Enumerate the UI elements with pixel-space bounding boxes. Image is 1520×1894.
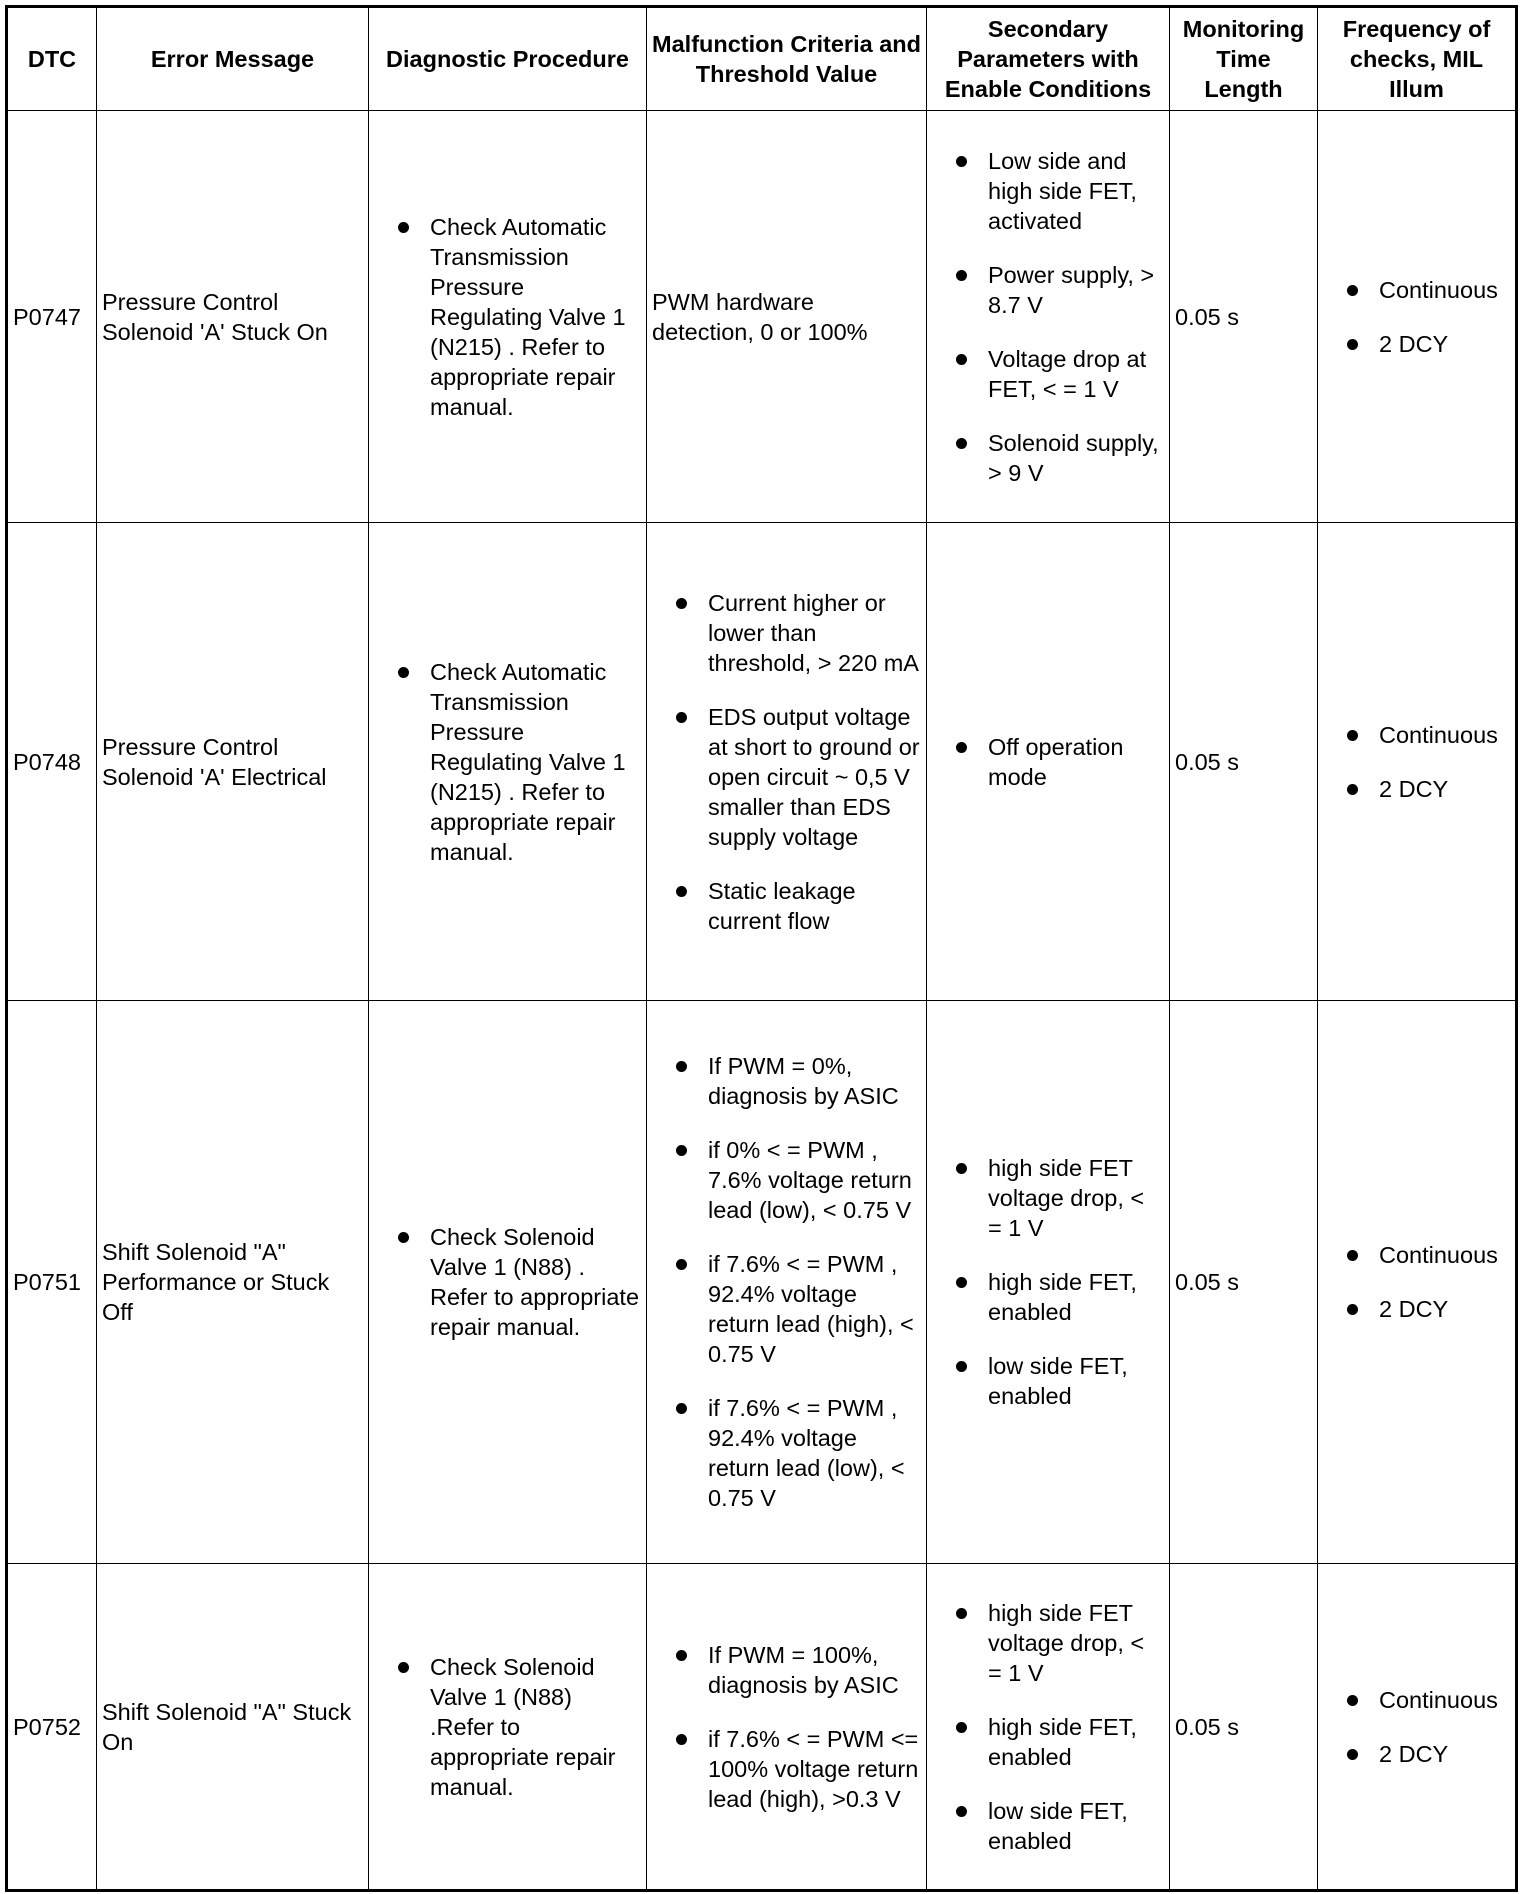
error-message: Pressure Control Solenoid 'A' Electrical [97, 523, 369, 1001]
table-row [7, 523, 1517, 1001]
list-item: Solenoid supply, > 9 V [932, 428, 1164, 488]
secondary-parameters [927, 111, 1170, 523]
list-item: 2 DCY [1323, 774, 1510, 804]
list-item: if 7.6% < = PWM <= 100% voltage return lead (high), >0.3 V [652, 1724, 921, 1814]
list-item: Voltage drop at FET, < = 1 V [932, 344, 1164, 404]
dtc-code: P0748 [7, 523, 97, 1001]
list-item: if 0% < = PWM , 7.6% voltage return lead (low), < 0.75 V [652, 1135, 921, 1225]
list-item: Continuous [1323, 1240, 1510, 1270]
list-item: Power supply, > 8.7 V [932, 260, 1164, 320]
error-message: Shift Solenoid "A" Stuck On [97, 1564, 369, 1891]
list-item: 2 DCY [1323, 1294, 1510, 1324]
frequency [1318, 1564, 1517, 1891]
list-item: Static leakage current flow [652, 876, 921, 936]
header-frequency: Frequency of checks, MIL Illum [1318, 7, 1517, 111]
list-item: high side FET voltage drop, < = 1 V [932, 1153, 1164, 1243]
dtc-code: P0751 [7, 1001, 97, 1564]
dtc-code: P0752 [7, 1564, 97, 1891]
secondary-parameters [927, 523, 1170, 1001]
header-row [7, 7, 1517, 111]
error-message: Shift Solenoid "A" Performance or Stuck Off [97, 1001, 369, 1564]
list-item: Continuous [1323, 720, 1510, 750]
malfunction-criteria [647, 523, 927, 1001]
monitoring-time: 0.05 s [1170, 111, 1318, 523]
frequency [1318, 523, 1517, 1001]
list-item: Check Automatic Transmission Pressure Regulating Valve 1 (N215) . Refer to appropriate repair manual. [374, 212, 641, 422]
list-item: if 7.6% < = PWM , 92.4% voltage return lead (low), < 0.75 V [652, 1393, 921, 1513]
list-item: if 7.6% < = PWM , 92.4% voltage return lead (high), < 0.75 V [652, 1249, 921, 1369]
frequency [1318, 1001, 1517, 1564]
header-monitoring-time: Monitoring Time Length [1170, 7, 1318, 111]
frequency [1318, 111, 1517, 523]
header-diagnostic-procedure: Diagnostic Procedure [369, 7, 647, 111]
header-secondary-parameters: Secondary Parameters with Enable Conditions [927, 7, 1170, 111]
list-item: Current higher or lower than threshold, > 220 mA [652, 588, 921, 678]
header-dtc: DTC [7, 7, 97, 111]
table-row [7, 1001, 1517, 1564]
table-row [7, 111, 1517, 523]
list-item: Check Solenoid Valve 1 (N88) . Refer to appropriate repair manual. [374, 1222, 641, 1342]
list-item: Check Solenoid Valve 1 (N88) .Refer to appropriate repair manual. [374, 1652, 641, 1802]
error-message: Pressure Control Solenoid 'A' Stuck On [97, 111, 369, 523]
list-item: high side FET, enabled [932, 1267, 1164, 1327]
secondary-parameters [927, 1001, 1170, 1564]
list-item: high side FET voltage drop, < = 1 V [932, 1598, 1164, 1688]
list-item: 2 DCY [1323, 1739, 1510, 1769]
list-item: Off operation mode [932, 732, 1164, 792]
list-item: If PWM = 0%, diagnosis by ASIC [652, 1051, 921, 1111]
diagnostic-procedure [369, 523, 647, 1001]
list-item: Low side and high side FET, activated [932, 146, 1164, 236]
list-item: low side FET, enabled [932, 1796, 1164, 1856]
dtc-table [5, 5, 1518, 1892]
list-item: Continuous [1323, 275, 1510, 305]
list-item: EDS output voltage at short to ground or open circuit ~ 0,5 V smaller than EDS supply voltage [652, 702, 921, 852]
header-malfunction-criteria: Malfunction Criteria and Threshold Value [647, 7, 927, 111]
diagnostic-procedure [369, 1564, 647, 1891]
diagnostic-procedure [369, 111, 647, 523]
list-item: Continuous [1323, 1685, 1510, 1715]
table-row [7, 1564, 1517, 1891]
header-error-message: Error Message [97, 7, 369, 111]
list-item: low side FET, enabled [932, 1351, 1164, 1411]
list-item: 2 DCY [1323, 329, 1510, 359]
list-item: high side FET, enabled [932, 1712, 1164, 1772]
malfunction-criteria: PWM hardware detection, 0 or 100% [647, 111, 927, 523]
malfunction-criteria [647, 1564, 927, 1891]
malfunction-criteria [647, 1001, 927, 1564]
list-item: If PWM = 100%, diagnosis by ASIC [652, 1640, 921, 1700]
monitoring-time: 0.05 s [1170, 523, 1318, 1001]
monitoring-time: 0.05 s [1170, 1001, 1318, 1564]
dtc-code: P0747 [7, 111, 97, 523]
monitoring-time: 0.05 s [1170, 1564, 1318, 1891]
list-item: Check Automatic Transmission Pressure Regulating Valve 1 (N215) . Refer to appropriate repair manual. [374, 657, 641, 867]
secondary-parameters [927, 1564, 1170, 1891]
diagnostic-procedure [369, 1001, 647, 1564]
